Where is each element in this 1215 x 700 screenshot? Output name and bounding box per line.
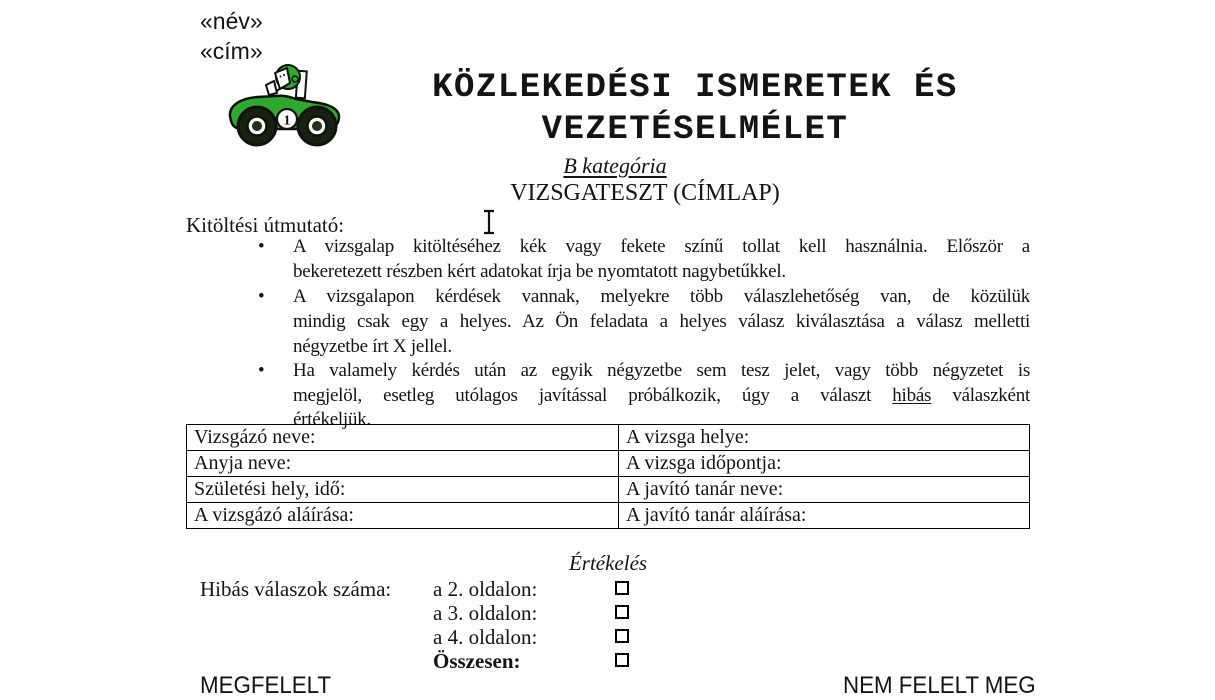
table-cell: A vizsga helye:	[619, 425, 1030, 451]
pass-label: MEGFELELT	[200, 672, 332, 699]
eval-row-page2-label: a 2. oldalon:	[433, 577, 538, 601]
table-cell: A vizsgázó aláírása:	[187, 503, 619, 529]
table-row	[187, 477, 1030, 503]
instruction-line: A vizsgalapon kérdések vannak, melyekre több válaszlehetőség van, de közülük	[293, 286, 1030, 307]
merge-field-address: «cím»	[200, 38, 263, 64]
race-car-illustration	[224, 62, 346, 155]
bullet-icon: •	[258, 286, 265, 307]
table-cell: A javító tanár aláírása:	[619, 503, 1030, 529]
instructions-heading: Kitöltési útmutató:	[186, 213, 345, 237]
eval-row-total-label: Összesen:	[433, 649, 521, 673]
instruction-line: értékeljük.	[293, 409, 371, 430]
bullet-icon: •	[258, 236, 265, 257]
category-label: B kategória	[563, 153, 667, 178]
instruction-line: bekeretezett részben kért adatokat írja be nyomtatott nagybetűkkel.	[293, 261, 786, 282]
instruction-line: Ha valamely kérdés után az egyik négyzetbe sem tesz jelet, vagy több négyzetet is	[293, 360, 1030, 381]
table-cell: Anyja neve:	[187, 451, 619, 477]
eval-row-page3-label: a 3. oldalon:	[433, 601, 538, 625]
table-row	[187, 451, 1030, 477]
bullet-icon: •	[258, 360, 265, 381]
wrong-answers-label: Hibás válaszok száma:	[200, 577, 392, 601]
candidate-data-table	[186, 424, 1030, 529]
instruction-line: mindig csak egy a helyes. Az Ön feladata a helyes válasz kiválasztása a válasz melletti	[293, 311, 1030, 332]
eval-row-page4-label: a 4. oldalon:	[433, 625, 538, 649]
table-row	[187, 425, 1030, 451]
table-row	[187, 503, 1030, 529]
fail-label: NEM FELELT MEG	[843, 672, 1036, 699]
document-subtitle: VIZSGATESZT (CÍMLAP)	[510, 180, 780, 206]
checkbox-total	[615, 653, 629, 667]
checkbox-page2	[615, 581, 629, 595]
instruction-line-pre: megjelöl, esetleg utólagos javítással próbálkozik, úgy a választ	[293, 385, 893, 406]
checkbox-page3	[615, 605, 629, 619]
underlined-word: hibás	[892, 385, 932, 406]
car-number: 1	[283, 113, 291, 129]
table-cell: Vizsgázó neve:	[187, 425, 619, 451]
document-title-line1: KÖZLEKEDÉSI ISMERETEK ÉS	[432, 69, 958, 107]
table-cell: Születési hely, idő:	[187, 477, 619, 503]
table-cell: A javító tanár neve:	[619, 477, 1030, 503]
instruction-line: A vizsgalap kitöltéséhez kék vagy fekete színű tollat kell használnia. Először a	[293, 236, 1030, 257]
table-cell: A vizsga időpontja:	[619, 451, 1030, 477]
instruction-line	[293, 383, 1030, 408]
instruction-line-post: válaszként	[931, 385, 1030, 406]
checkbox-page4	[615, 629, 629, 643]
evaluation-heading: Értékelés	[568, 551, 648, 575]
merge-field-name: «név»	[200, 8, 263, 34]
document-title-line2: VEZETÉSELMÉLET	[541, 111, 849, 149]
race-car-icon	[224, 62, 346, 150]
instruction-line: négyzetbe írt X jellel.	[293, 336, 452, 357]
